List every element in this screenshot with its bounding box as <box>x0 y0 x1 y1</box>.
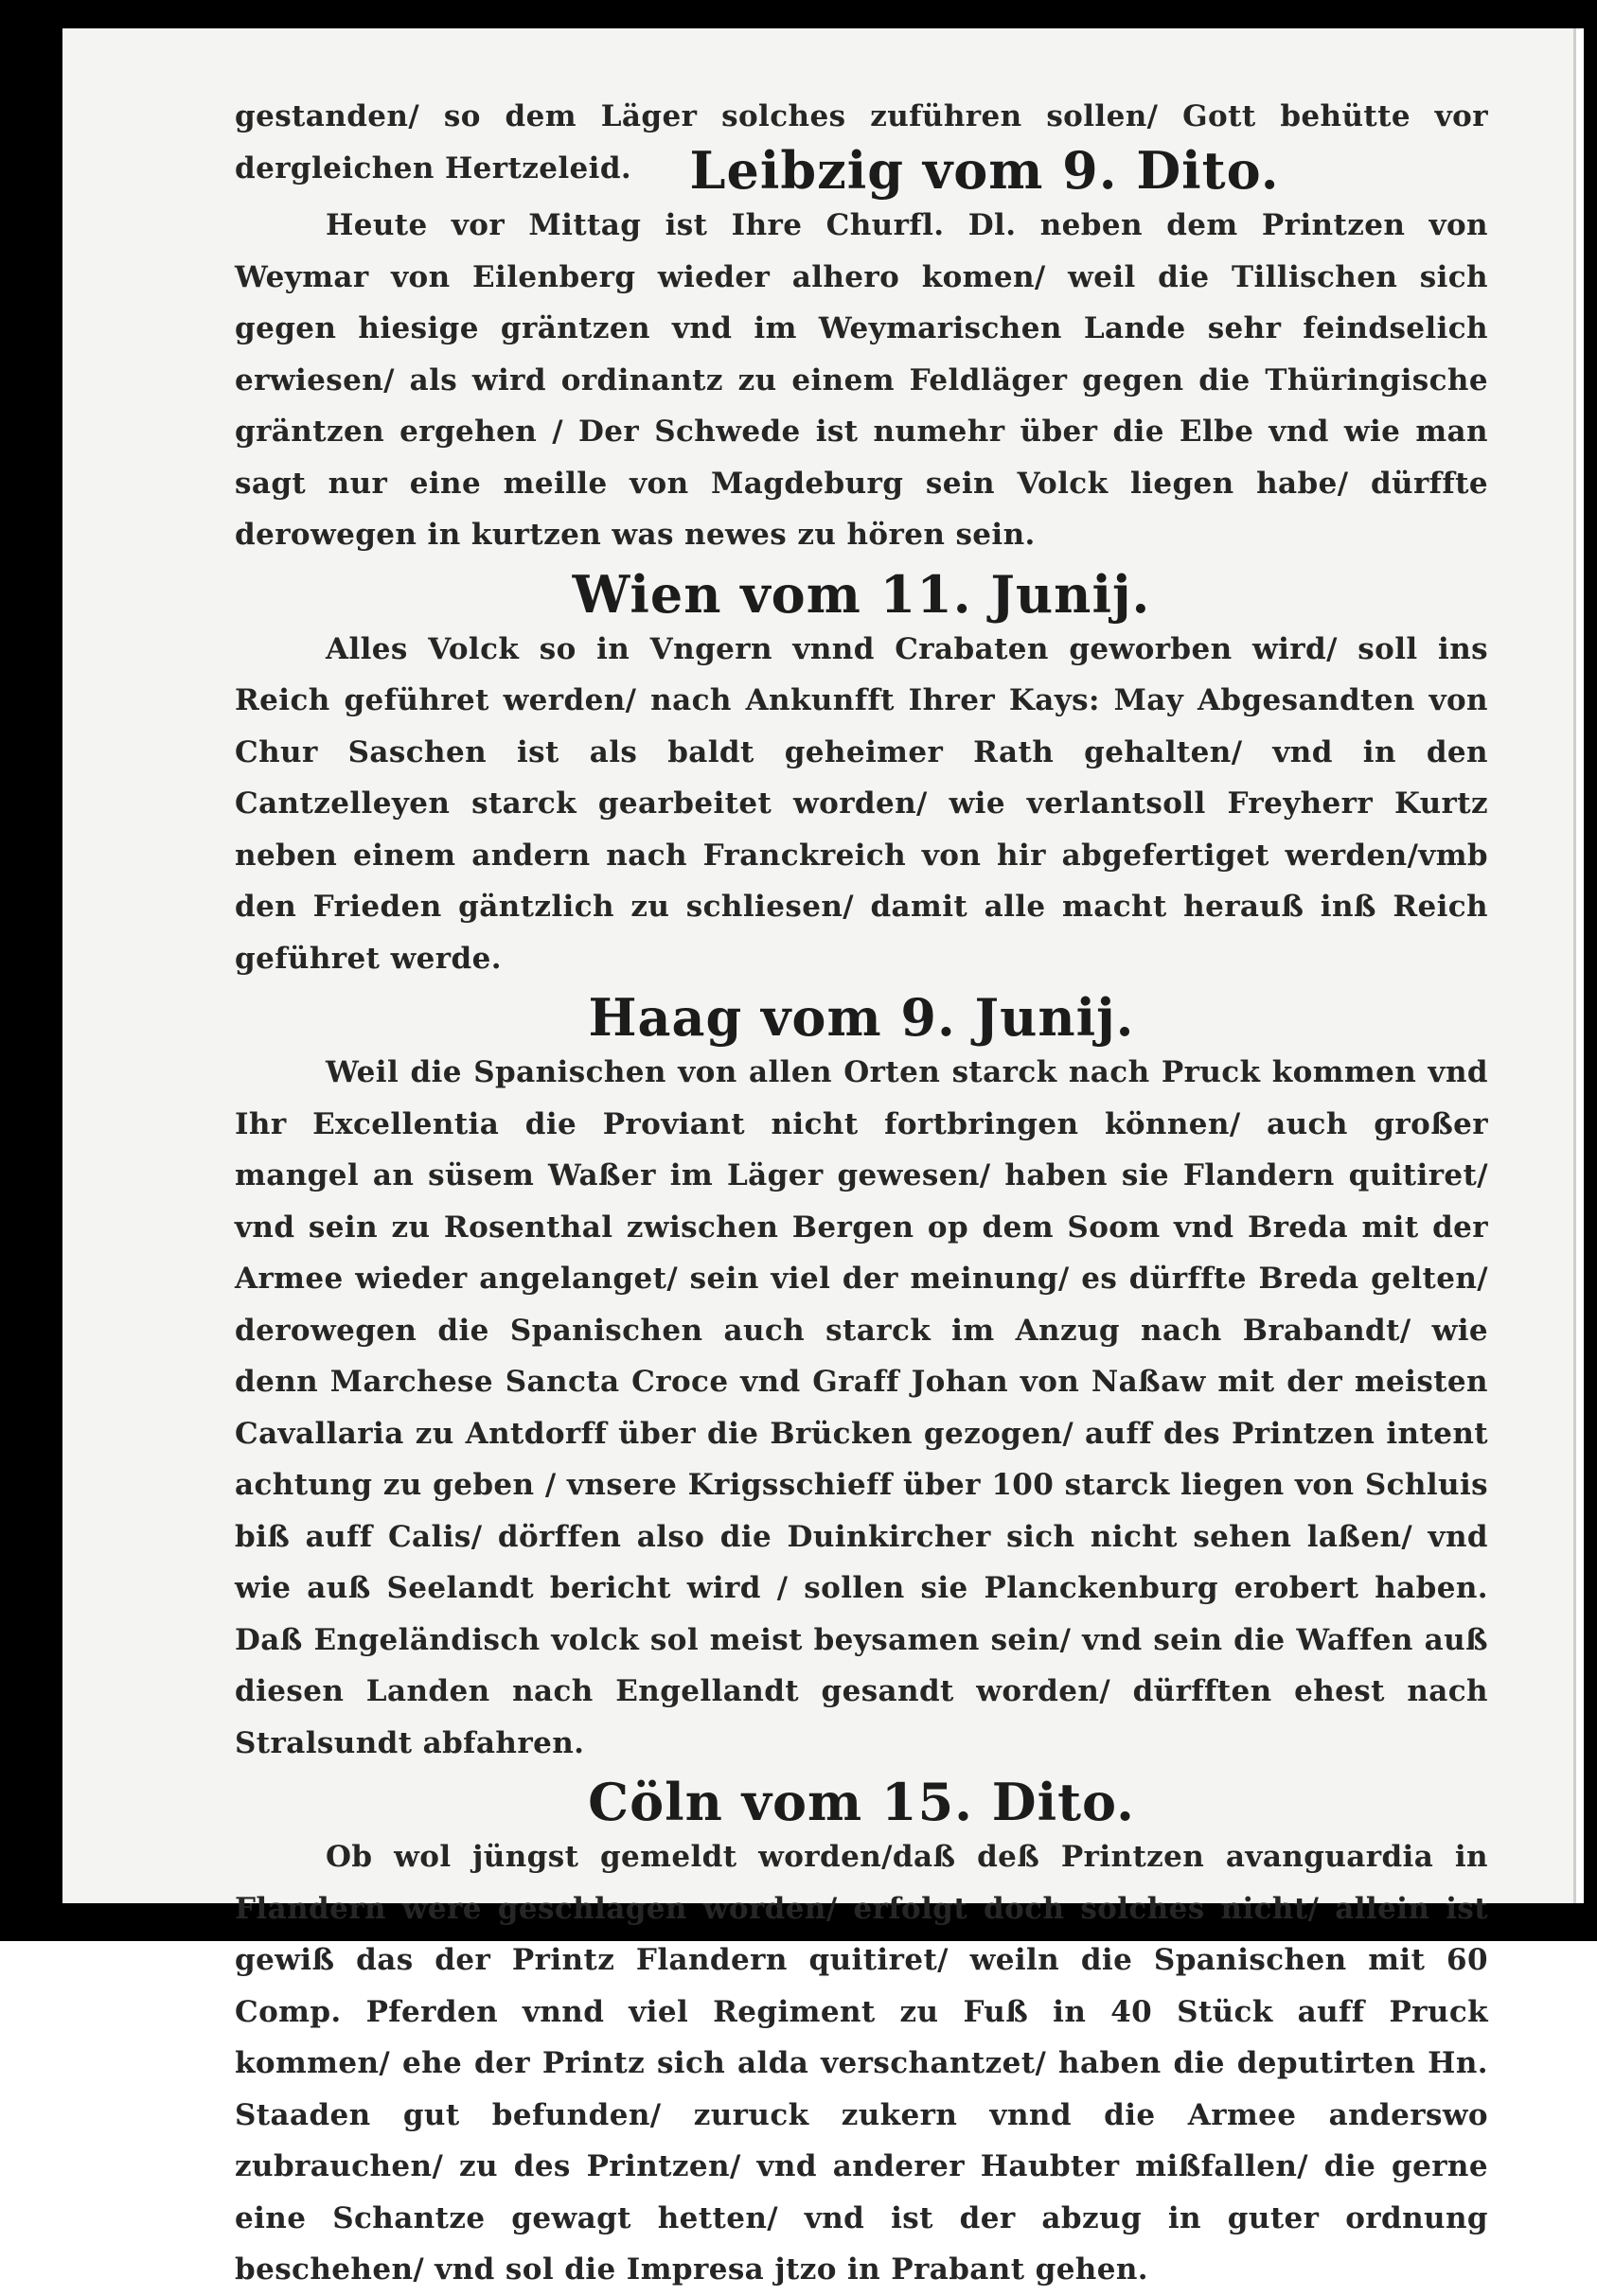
heading-koeln: Cöln vom 15. Dito. <box>588 1772 1135 1832</box>
body-haag: Weil die Spanischen von allen Orten starck nach Pruck kommen vnd Ihr Excellentia die Proviant nicht fortbringen können/ auch großer mangel an süsem Waßer im Läger gewesen/ haben sie Flandern quitiret/ vnd sein zu Rosenthal zwischen Bergen op dem Soom vnd Breda mit der Armee wieder angelanget/ sein viel der meinung/ es dürffte Breda gelten/ derowegen die Spanischen auch starck im Anzug nach Brabandt/ wie denn Marchese Sancta Croce vnd Graff Johan von Naßaw mit der meisten Cavallaria zu Antdorff über die Brücken gezogen/ auff des Printzen intent achtung zu geben / vnsere Krigsschieff über 100 starck liegen von Schluis biß auff Calis/ dörffen also die Duinkircher sich nicht sehen laßen/ vnd wie auß Seelandt bericht wird / sollen sie Planckenburg erobert haben. Daß Engeländisch volck sol meist beysamen sein/ vnd sein die Waffen auß diesen Landen nach Engellandt gesandt worden/ dürfften ehest nach Stralsundt abfahren. <box>235 1055 1488 1760</box>
heading-leipzig: Leibzig vom 9. Dito. <box>689 140 1280 201</box>
opening-fragment: gestanden/ so dem Läger solches zuführen sollen/ Gott behütte vor dergleichen Hertzeleid. <box>235 99 1488 185</box>
body-wien: Alles Volck so in Vngern vnnd Crabaten geworben wird/ soll ins Reich geführet werden/ nach Ankunfft Ihrer Kays: May Abgesandten von Chur Saschen ist als baldt geheimer Rath gehalten/ vnd in den Cantzelleyen starck gearbeitet worden/ wie verlantsoll Freyherr Kurtz neben einem andern nach Franckreich von hir abgefertiget werden/vmb den Frieden gäntzlich zu schliesen/ damit alle macht herauß inß Reich geführet werde. <box>235 631 1488 976</box>
heading-haag: Haag vom 9. Junij. <box>588 987 1135 1048</box>
scan-border-top <box>0 0 1597 28</box>
scan-border-right <box>1584 0 1597 1941</box>
body-leipzig: Heute vor Mittag ist Ihre Churfl. Dl. neben dem Printzen von Weymar von Eilenberg wieder alhero komen/ weil die Tillischen sich gegen hiesige gräntzen vnd im Weymarischen Lande sehr feindselich erwiesen/ als wird ordinantz zu einem Feldläger gegen die Thüringische gräntzen ergehen / Der Schwede ist numehr über die Elbe vnd wie man sagt nur eine meille von Magdeburg sein Volck liegen habe/ dürffte derowegen in kurtzen was newes zu hören sein. <box>235 208 1488 552</box>
document-page <box>62 28 1573 2287</box>
page-edge-line <box>1573 28 1576 1903</box>
body-koeln: Ob wol jüngst gemeldt worden/daß deß Printzen avanguardia in Flandern were geschlagen worden/ erfolgt doch solches nicht/ allein ist gewiß das der Printz Flandern quitiret/ weiln die Spanischen mit 60 Comp. Pferden vnnd viel Regiment zu Fuß in 40 Stück auff Pruck kommen/ ehe der Printz sich alda verschantzet/ haben die deputirten Hn. Staaden gut befunden/ zuruck zukern vnnd die Armee anderswo zubrauchen/ zu des Printzen/ vnd anderer Haubter mißfallen/ die gerne eine Schantze gewagt hetten/ vnd ist der abzug in guter ordnung beschehen/ vnd sol die Impresa jtzo in Prabant gehen. <box>235 1840 1488 2287</box>
heading-wien: Wien vom 11. Junij. <box>572 563 1151 625</box>
scan-border-left <box>0 0 62 1941</box>
